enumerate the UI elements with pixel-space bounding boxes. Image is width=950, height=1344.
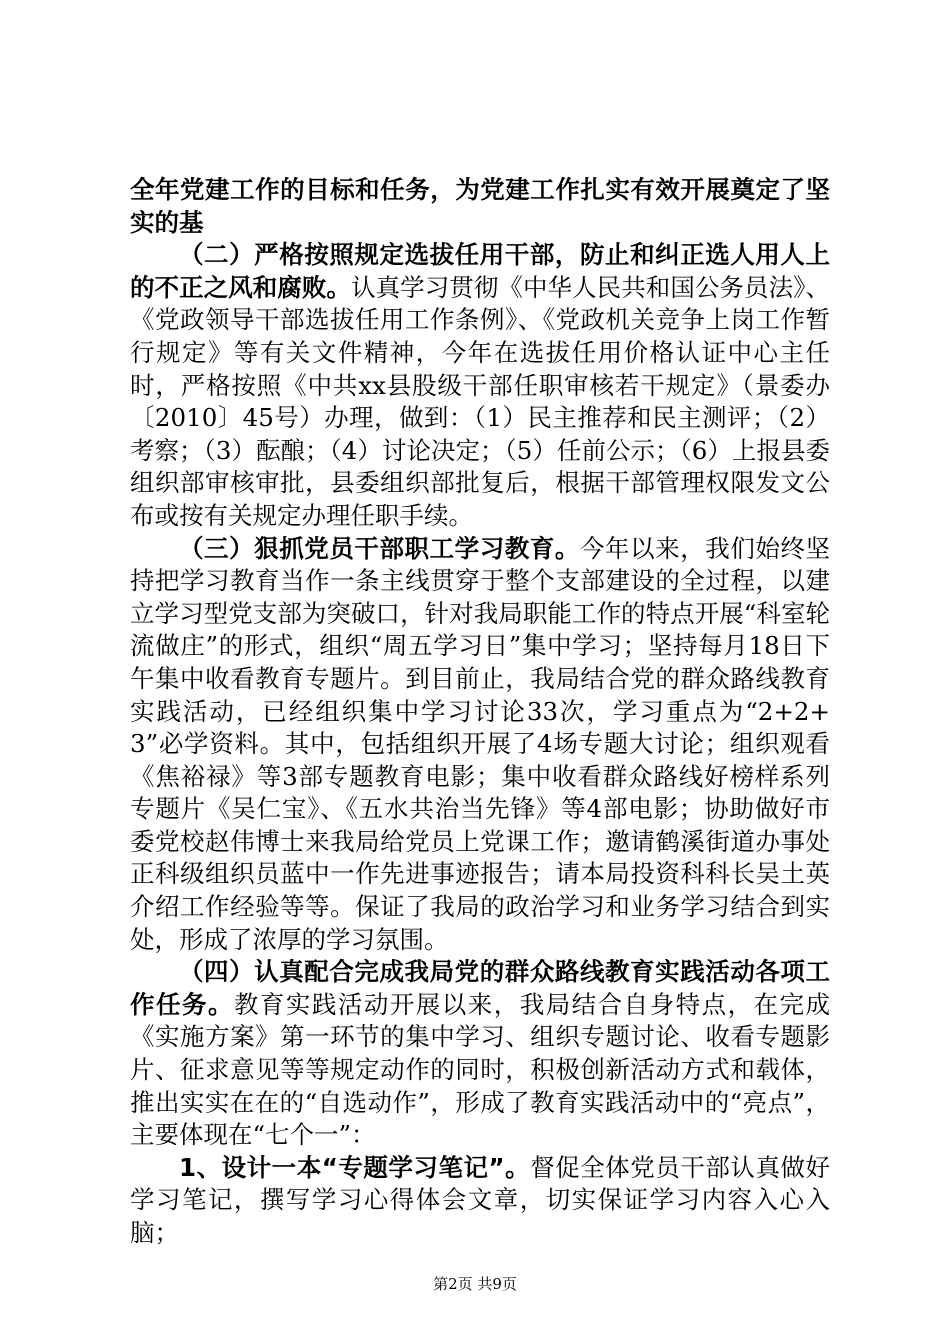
paragraph-mass-line-activity [130, 956, 830, 1152]
paragraph-text: 教育实践活动开展以来，我局结合自身特点，在完成《实施方案》第一环节的集中学习、组织专题讨论、收看专题影片、征求意见等等规定动作的同时，积极创新活动方式和载体，推出实实在在的“自选动作”，形成了教育实践活动中的“亮点”，主要体现在“七个一”： [130, 989, 831, 1150]
paragraph-heading: （四）认真配合完成我局党的群众路线教育实践活动各项工作任务。 [130, 957, 830, 1019]
document-body [130, 174, 830, 1250]
paragraph-cadre-selection [130, 239, 830, 532]
paragraph-text: 督促全体党员干部认真做好学习笔记，撰写学习心得体会文章，切实保证学习内容入心入脑； [130, 1152, 831, 1247]
paragraph-continuation [130, 174, 830, 239]
paragraph-text: 认真学习贯彻《中华人民共和国公务员法》、《党政领导干部选拔任用工作条例》、《党政机关竞争上岗工作暂行规定》等有关文件精神，今年在选拔任用价格认证中心主任时，严格按照《中共xx县股级干部任职审核若干规定》（景委办〔2010〕45号）办理，做到：（1）民主推荐和民主测评；（2）考察；（3）酝酿；（4）讨论决定；（5）任前公示；（6）上报县委组织部审核审批，县委组织部批复后，根据干部管理权限发文公布或按有关规定办理任职手续。 [130, 272, 830, 530]
paragraph-heading: 1、设计一本“专题学习笔记”。 [179, 1152, 531, 1182]
paragraph-text: 今年以来，我们始终坚持把学习教育当作一条主线贯穿于整个支部建设的全过程，以建立学习型党支部为突破口，针对我局职能工作的特点开展“科室轮流做庄”的形式，组织“周五学习日”集中学习；坚持每月18日下午集中收看教育专题片。到目前止，我局结合党的群众路线教育实践活动，已经组织集中学习讨论33次，学习重点为“2+2+3”必学资料。其中，包括组织开展了4场专题大讨论；组织观看《焦裕禄》等3部专题教育电影；集中收看群众路线好榜样系列专题片《吴仁宝》、《五水共治当先锋》等4部电影；协助做好市委党校赵伟博士来我局给党员上党课工作；邀请鹤溪街道办事处正科级组织员蓝中一作先进事迹报告；请本局投资科科长吴土英介绍工作经验等等。保证了我局的政治学习和业务学习结合到实处，形成了浓厚的学习氛围。 [130, 533, 831, 954]
paragraph-heading: （三）狠抓党员干部职工学习教育。 [179, 533, 580, 563]
paragraph-heading: （二）严格按照规定选拔任用干部，防止和纠正选人用人上的不正之风和腐败。 [130, 240, 830, 302]
paragraph-bold-text: 全年党建工作的目标和任务，为党建工作扎实有效开展奠定了坚实的基 [130, 175, 830, 237]
page-number-footer: 第2页 共9页 [433, 1275, 517, 1293]
paragraph-study-notes [130, 1152, 830, 1250]
paragraph-study-education [130, 533, 830, 957]
